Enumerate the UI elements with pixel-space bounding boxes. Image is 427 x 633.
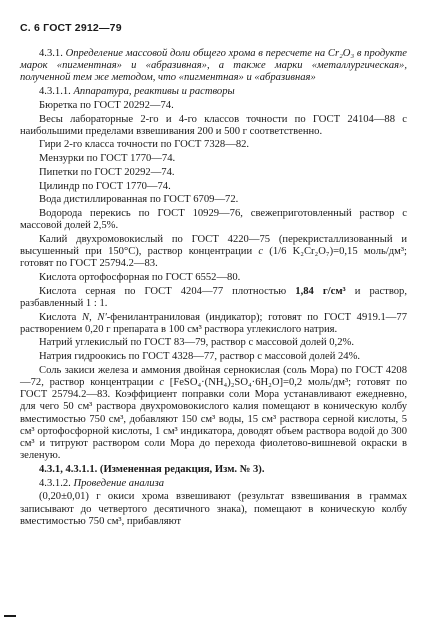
paragraph-p5 [20,139,407,151]
paragraph-p11 [20,234,407,271]
paragraph-p19 [20,478,407,490]
text-segment: N, N' [82,311,107,323]
text-segment: 4.3.1. [39,48,66,59]
paragraph-p12 [20,272,407,284]
text-segment: Вода дистиллированная по ГОСТ 6709—72. [39,194,239,206]
text-segment: Цилиндр по ГОСТ 1770—74. [39,180,171,192]
paragraph-p14 [20,312,407,336]
text-segment: Аппаратура, реактивы и растворы [73,86,235,98]
text-segment: Пипетки по ГОСТ 20292—74. [39,166,175,178]
paragraph-p20 [20,491,407,528]
text-segment: (1/6 K₂Cr₂O₇)=0,15 моль/дм³; готовят по ГОСТ 25794.2—83. [20,246,407,270]
text-segment: Проведение анализа [73,477,165,489]
page-edge-mark [4,615,16,617]
text-segment: с [159,377,165,389]
text-segment: Гири 2-го класса точности по ГОСТ 7328—82. [39,139,250,151]
text-segment: 4.3.1, 4.3.1.1. (Измененная редакция, Изм. № 3). [39,464,265,475]
text-segment: Водорода перекись по ГОСТ 10929—76, свежеприготовленный раствор с массовой долей 2,5%. [20,207,407,232]
paragraph-p1 [20,48,407,85]
text-segment: 1,84 г/см³ [295,285,346,297]
paragraph-p13 [20,286,407,310]
text-segment: Мензурки по ГОСТ 1770—74. [39,153,176,165]
document-body [20,48,407,528]
text-segment: 4.3.1.1. [39,86,74,98]
paragraph-p2 [20,86,407,98]
paragraph-p16 [20,351,407,363]
paragraph-p3 [20,100,407,112]
text-segment: Натрий углекислый по ГОСТ 83—79, раствор с массовой долей 0,2%. [39,337,354,349]
text-segment: Определение массовой доли общего хрома в пересчете на Cr₂O₃ в продукте марок «пигментная» и «абразивная», а также марки «металлургическая», полученной тем же методом, что «пигментная» и «абразивная» [20,48,408,84]
text-segment: Кислота ортофосфорная по ГОСТ 6552—80. [39,271,241,283]
text-segment: Бюретка по ГОСТ 20292—74. [39,99,174,111]
text-segment: Калий двухромовокислый по ГОСТ 4220—75 (перекристаллизованный и высушенный при 150°С), раствор концентрации [20,233,407,258]
paragraph-p18 [20,464,407,476]
text-segment: 4.3.1.2. [39,477,74,489]
text-segment: Кислота серная по ГОСТ 4204—77 плотностью [39,285,296,297]
text-segment: и раствор, разбавленный 1 : 1. [20,285,407,309]
text-segment: Весы лабораторные 2-го и 4-го классов точности по ГОСТ 24104—88 с наибольшими пределами взвешивания 200 и 500 г соответственно. [20,113,407,137]
page-header: С. 6 ГОСТ 2912—79 [20,22,122,34]
text-segment: (0,20±0,01) г окиси хрома взвешивают (результат взвешивания в граммах записывают до четвертого десятичного знака), помещают в коническую колбу вместимостью 750 см³, прибавляют [20,491,407,527]
paragraph-p8 [20,181,407,193]
paragraph-p15 [20,337,407,349]
paragraph-p9 [20,194,407,206]
text-segment: Соль закиси железа и аммония двойная сернокислая (соль Мора) по ГОСТ 4208—72, раствор концентрации [20,364,407,389]
paragraph-p6 [20,153,407,165]
text-segment: Кислота [39,311,83,323]
text-segment: -фенилантраниловая (индикатор); готовят по ГОСТ 4919.1—77 растворением 0,20 г препарата в 100 см³ раствора углекислого натрия. [20,311,407,335]
text-segment: [FeSO₄·(NH₄)₂SO₄·6H₂O]=0,2 моль/дм³; готовят по ГОСТ 25794.2—83. Коэффициент поправки соли Мора устанавливают ежедневно, для чего 50 см³ раствора двухромовокислого калия помещают в коническую колбу вместимостью 750 см³, добавляют 150 см³ воды, 15 см³ раствора серной кислоты, 5 см³ ортофосфорной кислоты, 1 см³ индикатора, доводят объем раствора водой до 300 см³ и титруют раствором соли Мора до перехода фиолетово-вишневой окраски в зеленую. [20,377,407,462]
text-segment: Натрия гидроокись по ГОСТ 4328—77, раствор с массовой долей 24%. [39,351,361,363]
paragraph-p17 [20,365,407,463]
paragraph-p4 [20,114,407,138]
paragraph-p10 [20,208,407,232]
text-segment: с [258,246,264,258]
paragraph-p7 [20,167,407,179]
